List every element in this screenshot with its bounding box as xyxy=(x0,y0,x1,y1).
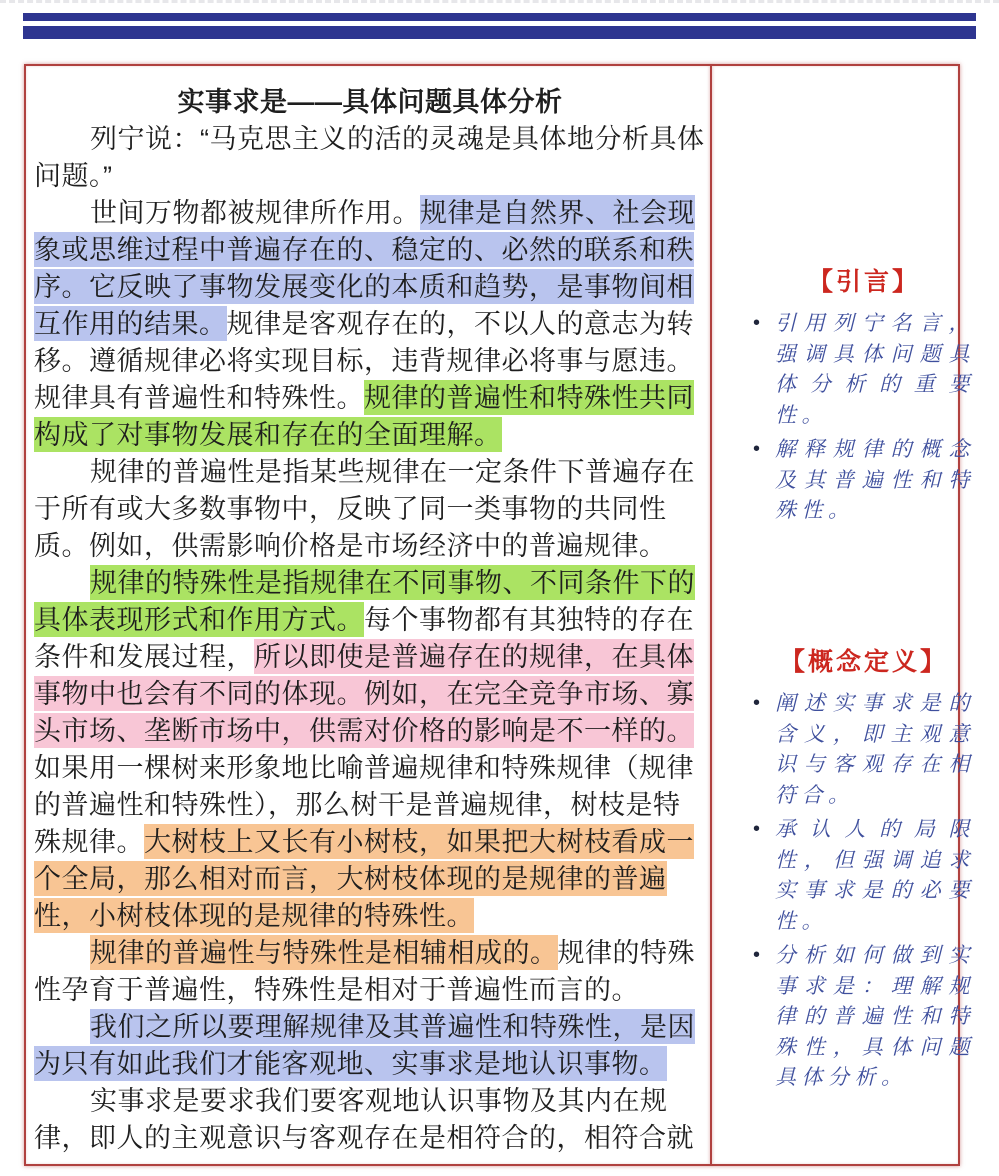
highlighted-text: 性，小树枝体现的是规律的特殊性。 xyxy=(34,898,474,933)
text-line xyxy=(34,676,706,713)
text-line xyxy=(34,343,706,380)
highlighted-text: 所以即使是普遍存在的规律，在具体 xyxy=(254,639,694,674)
plain-text: 性孕育于普遍性，特殊性是相对于普遍性而言的。 xyxy=(34,975,639,1005)
annotation-section-title: 【引言】 xyxy=(807,269,920,296)
highlighted-text: 事物中也会有不同的体现。例如，在完全竞争市场、寡 xyxy=(34,676,694,711)
annotation-bullet-item xyxy=(753,308,975,430)
plain-text: 规律具有普遍性和特殊性。 xyxy=(34,383,364,413)
main-article xyxy=(34,84,706,1157)
text-line xyxy=(34,824,706,861)
annotation-list-1 xyxy=(753,688,975,1093)
text-line xyxy=(34,158,706,195)
text-line xyxy=(34,713,706,750)
annotation-block-concept xyxy=(753,642,975,1097)
annotation-bullet-item xyxy=(753,434,975,526)
text-line xyxy=(34,935,706,972)
text-line xyxy=(34,528,706,565)
text-line xyxy=(34,1046,706,1083)
plain-text: 质。例如，供需影响价格是市场经济中的普遍规律。 xyxy=(34,531,667,561)
highlighted-text: 头市场、垄断市场中，供需对价格的影响是不一样的。 xyxy=(34,713,694,748)
text-line xyxy=(34,121,706,158)
annotation-text: 阐述实事求是的含义，即主观意识与客观存在相符合。 xyxy=(775,691,975,807)
highlighted-text: 互作用的结果。 xyxy=(34,306,227,341)
annotation-block-intro xyxy=(753,262,975,530)
text-line xyxy=(34,750,706,787)
plain-text: 规律的普遍性是指某些规律在一定条件下普遍存在 xyxy=(90,457,695,487)
highlighted-text: 象或思维过程中普遍存在的、稳定的、必然的联系和秩 xyxy=(34,232,694,267)
plain-text: 律，即人的主观意识与客观存在是相符合的，相符合就 xyxy=(34,1123,694,1153)
text-line xyxy=(34,269,706,306)
plain-text: 于所有或大多数事物中，反映了同一类事物的共同性 xyxy=(34,494,667,524)
bullet-icon: • xyxy=(753,944,761,966)
text-line xyxy=(34,898,706,935)
text-line xyxy=(34,232,706,269)
highlighted-text: 为只有如此我们才能客观地、实事求是地认识事物。 xyxy=(34,1046,667,1081)
plain-text: 移。遵循规律必将实现目标，违背规律必将事与愿违。 xyxy=(34,346,694,376)
text-line xyxy=(34,1009,706,1046)
column-divider xyxy=(710,66,712,1164)
annotation-section-title: 【概念定义】 xyxy=(779,649,948,676)
text-line xyxy=(34,1083,706,1120)
highlighted-text: 规律的特殊性是指规律在不同事物、不同条件下的 xyxy=(90,565,695,600)
text-line xyxy=(34,787,706,824)
annotation-text: 引用列宁名言，强调具体问题具体分析的重要性。 xyxy=(775,311,975,427)
plain-text: 的普遍性和特殊性），那么树干是普遍规律，树枝是特 xyxy=(34,790,681,820)
plain-text: 规律是客观存在的，不以人的意志为转 xyxy=(226,309,694,339)
plain-text: 殊规律。 xyxy=(34,827,144,857)
highlighted-text: 规律的普遍性与特殊性是相辅相成的。 xyxy=(90,935,558,970)
highlighted-text: 具体表现形式和作用方式。 xyxy=(34,602,364,637)
text-line xyxy=(34,565,706,602)
annotation-bullet-item xyxy=(753,814,975,936)
plain-text: 问题。” xyxy=(34,161,113,191)
highlighted-text: 序。它反映了事物发展变化的本质和趋势，是事物间相 xyxy=(34,269,694,304)
text-line xyxy=(34,306,706,343)
plain-text: 实事求是要求我们要客观地认识事物及其内在规 xyxy=(90,1086,668,1116)
text-line xyxy=(34,380,706,417)
text-line xyxy=(34,861,706,898)
plain-text: 每个事物都有其独特的存在 xyxy=(364,605,694,635)
header-rule-thin xyxy=(23,13,976,21)
annotation-text: 解释规律的概念及其普遍性和特殊性。 xyxy=(775,437,975,522)
page-top-cropped-dashes xyxy=(0,0,999,3)
highlighted-text: 我们之所以要理解规律及其普遍性和特殊性，是因 xyxy=(90,1009,695,1044)
text-line xyxy=(34,1120,706,1157)
plain-text: 列宁说：“马克思主义的活的灵魂是具体地分析具体 xyxy=(90,124,705,154)
document-frame xyxy=(24,64,975,1166)
bullet-icon: • xyxy=(753,818,761,840)
text-line xyxy=(34,639,706,676)
text-line xyxy=(34,491,706,528)
text-line xyxy=(34,454,706,491)
text-line xyxy=(34,972,706,1009)
highlighted-text: 构成了对事物发展和存在的全面理解。 xyxy=(34,417,502,452)
bullet-icon: • xyxy=(753,692,761,714)
plain-text: 条件和发展过程， xyxy=(34,642,254,672)
highlighted-text: 大树枝上又长有小树枝，如果把大树枝看成一 xyxy=(144,824,694,859)
text-line xyxy=(34,602,706,639)
highlighted-text: 个全局，那么相对而言，大树枝体现的是规律的普遍 xyxy=(34,861,667,896)
highlighted-text: 规律是自然界、社会现 xyxy=(420,195,695,230)
text-line xyxy=(34,417,706,454)
plain-text: 规律的特殊 xyxy=(557,938,695,968)
highlighted-text: 规律的普遍性和特殊性共同 xyxy=(364,380,694,415)
annotation-text: 分析如何做到实事求是：理解规律的普遍性和特殊性，具体问题具体分析。 xyxy=(775,943,975,1089)
bullet-icon: • xyxy=(753,312,761,334)
article-lines xyxy=(34,121,706,1157)
plain-text: 世间万物都被规律所作用。 xyxy=(90,198,420,228)
header-rule-thick xyxy=(23,26,976,39)
article-title: 实事求是——具体问题具体分析 xyxy=(177,87,563,117)
annotation-text: 承认人的局限性，但强调追求实事求是的必要性。 xyxy=(775,817,975,933)
annotation-bullet-item xyxy=(753,940,975,1093)
bullet-icon: • xyxy=(753,438,761,460)
plain-text: 如果用一棵树来形象地比喻普遍规律和特殊规律（规律 xyxy=(34,753,694,783)
text-line xyxy=(34,195,706,232)
annotation-list-0 xyxy=(753,308,975,526)
annotation-bullet-item xyxy=(753,688,975,810)
